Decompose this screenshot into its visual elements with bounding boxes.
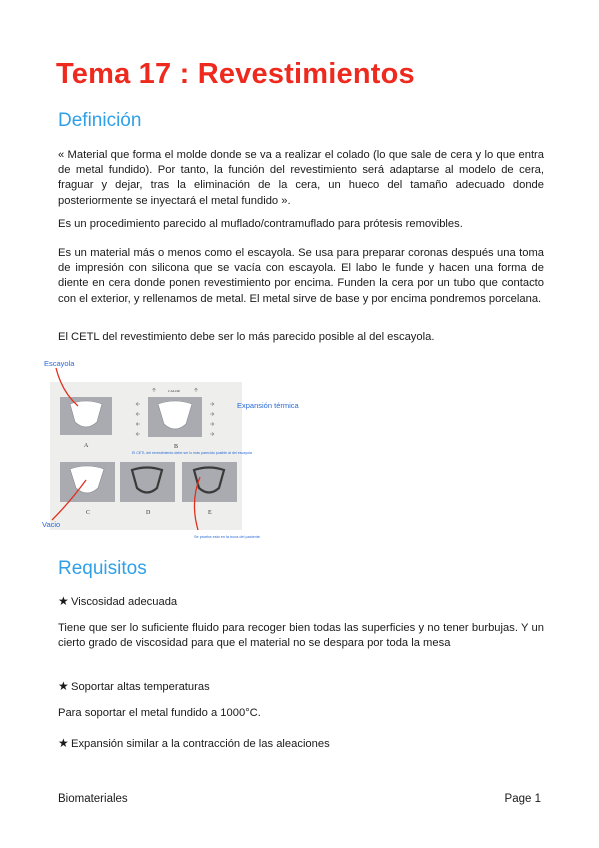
requisito-label: Soportar altas temperaturas — [71, 681, 210, 693]
panel-label-e: E — [208, 510, 212, 516]
annotation-boca: Se prueba esto en la boca del paciente — [194, 535, 260, 539]
panel-label-a: A — [84, 443, 89, 449]
footer-course-name: Biomateriales — [58, 793, 128, 805]
panel-label-b: B — [174, 444, 179, 450]
requisito-item — [58, 679, 210, 695]
footer-page-number: Page 1 — [504, 793, 541, 805]
annotation-escayola: Escayola — [44, 359, 75, 368]
panel-label-c: C — [86, 510, 91, 516]
star-icon: ★ — [58, 594, 69, 608]
star-icon: ★ — [58, 736, 69, 750]
annotation-vacio: Vacio — [42, 520, 61, 529]
procedure-paragraph: Es un procedimiento parecido al muflado/contramuflado para prótesis removibles. — [58, 218, 463, 230]
annotation-expansion: Expansión térmica — [237, 401, 299, 410]
annotation-cetl: El CETL del revestimiento debe ser lo más parecido posible al del escayola — [132, 451, 252, 455]
requisito-item — [58, 736, 330, 752]
panel-label-d: D — [146, 510, 151, 516]
material-paragraph: Es un material más o menos como el escayola. Se usa para preparar coronas después una toma de impresión con silicona que se vacía con escayola. El labo le funde y hacen una forma de diente en cera donde ponen revestimiento por encima. Funden la cera por un tubo que contacto con el exterior, y rellenamos de metal. El metal sirve de base y por encima pondremos porcelana. — [58, 247, 544, 305]
page-title: Tema 17 : Revestimientos — [56, 58, 415, 90]
viscosidad-paragraph: Tiene que ser lo suficiente fluido para recoger bien todas las superficies y no tener burbujas. Y un cierto grado de viscosidad para que el material no se despara por toda la mesa — [58, 622, 544, 650]
cetl-paragraph: El CETL del revestimiento debe ser lo más parecido posible al del escayola. — [58, 331, 435, 343]
investment-diagram — [40, 352, 310, 547]
section-heading-requisitos: Requisitos — [58, 558, 147, 579]
calor-label: CALOR — [168, 389, 180, 393]
requisito-label: Viscosidad adecuada — [71, 596, 178, 608]
section-heading-definicion: Definición — [58, 110, 142, 131]
requisito-item — [58, 594, 177, 610]
temperatura-paragraph: Para soportar el metal fundido a 1000°C. — [58, 707, 261, 719]
star-icon: ★ — [58, 679, 69, 693]
requisito-label: Expansión similar a la contracción de las aleaciones — [71, 738, 330, 750]
definition-paragraph: « Material que forma el molde donde se va a realizar el colado (lo que sale de cera y lo que entra de metal fundido). Por tanto, la función del revestimiento será adaptarse al modelo de cera, fraguar y dejar, tras la eliminación de la cera, un hueco del tamaño adecuado donde posteriormente se inyectará el metal fundido ». — [58, 149, 544, 207]
